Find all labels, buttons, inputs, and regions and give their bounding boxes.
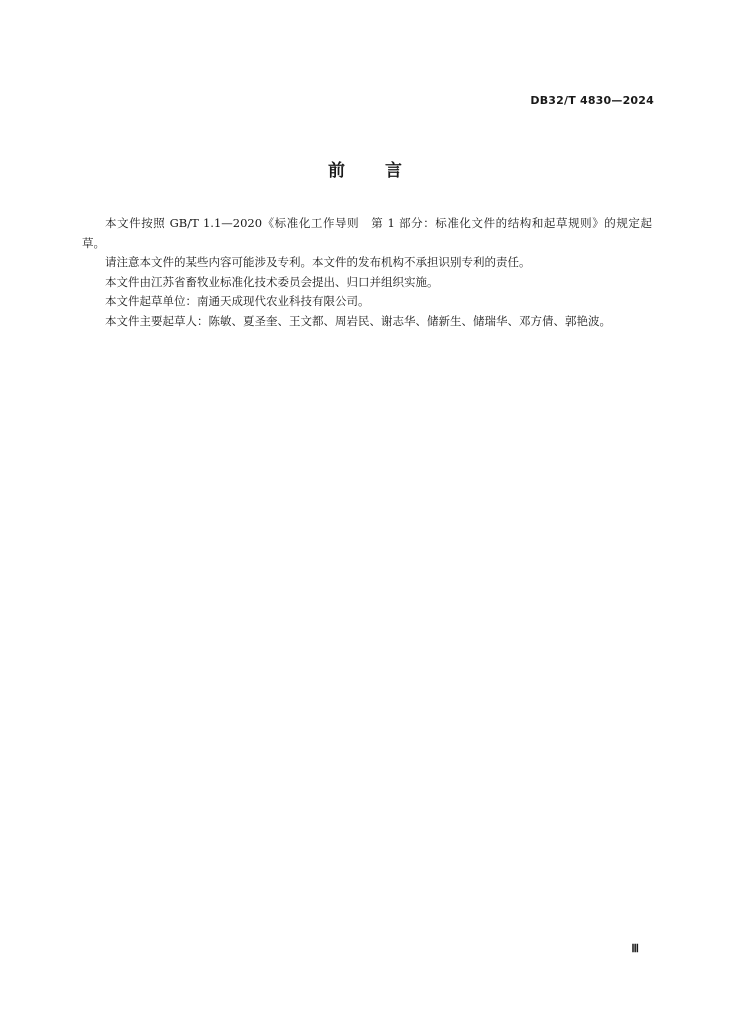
page-number: Ⅲ [631, 943, 639, 955]
paragraph-drafting-basis: 本文件按照 GB/T 1.1—2020《标准化工作导则 第 1 部分：标准化文件的结构和起草规则》的规定起草。 [82, 216, 652, 250]
paragraph-proposer: 本文件由江苏省畜牧业标准化技术委员会提出、归口并组织实施。 [105, 274, 439, 289]
standard-code: DB32/T 4830—2024 [530, 94, 654, 107]
paragraph-patent-notice: 请注意本文件的某些内容可能涉及专利。本文件的发布机构不承担识别专利的责任。 [105, 255, 531, 269]
paragraph-drafters: 本文件主要起草人：陈敏、夏圣奎、王文都、周岩民、谢志华、储新生、储瑞华、邓方倩、郭艳波。 [105, 313, 611, 328]
foreword-body [82, 214, 652, 331]
title-char-1: 前 [328, 161, 345, 181]
paragraph-drafting-unit: 本文件起草单位：南通天成现代农业科技有限公司。 [105, 294, 370, 308]
foreword-title [0, 156, 730, 181]
title-char-2: 言 [385, 161, 402, 181]
